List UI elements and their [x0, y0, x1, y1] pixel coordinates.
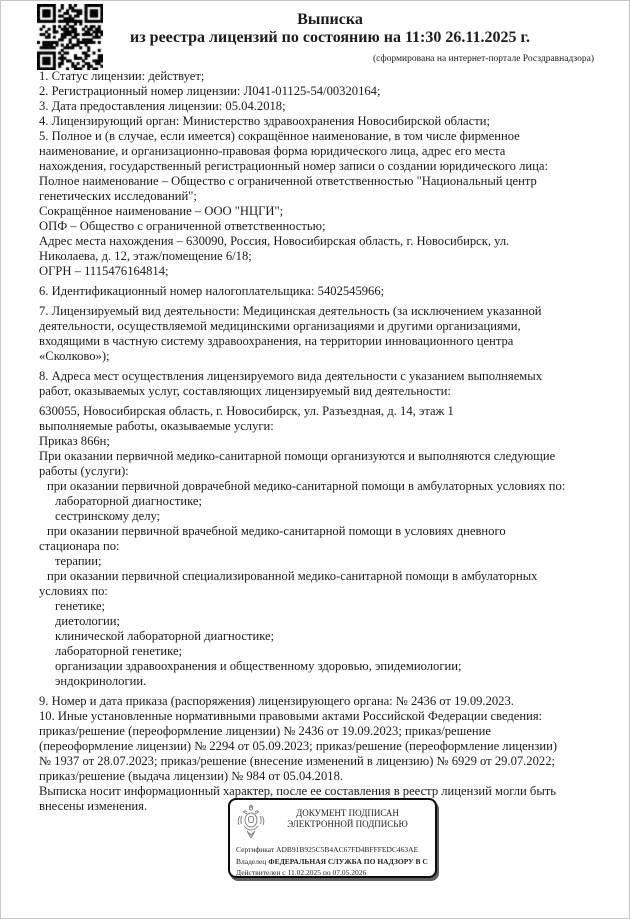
certificate-line: Сертификат ADB91B925C5B4AC67FD4BFFFEDC463AE [236, 845, 419, 854]
document-line: при оказании первичной специализированной медико-санитарной помощи в амбулаторных [47, 569, 538, 583]
document-line: ОПФ – Общество с ограниченной ответственностью; [39, 219, 326, 233]
document-line: терапии; [55, 554, 102, 568]
document-line: Приказ 866н; [39, 434, 110, 448]
portal-note: (сформирована на интернет-портале Росздравнадзора) [373, 54, 594, 64]
document-line: наименование, и организационно-правовая форма юридического лица, адрес его места [39, 144, 506, 158]
document-line: 2. Регистрационный номер лицензии: Л041-01125-54/00320164; [39, 84, 381, 98]
document-line: Сокращённое наименование – ООО "НЦГИ"; [39, 204, 284, 218]
document-line: «Сколково»); [39, 349, 110, 363]
document-header [31, 11, 629, 47]
document-line: работы (услуги): [39, 464, 129, 478]
document-line: 9. Номер и дата приказа (распоряжения) лицензирующего органа: № 2436 от 19.09.2023. [39, 694, 514, 708]
stamp-header [236, 804, 429, 841]
document-line: выполняемые работы, оказываемые услуги: [39, 419, 274, 433]
document-line: Полное наименование – Общество с ограниченной ответственностью "Национальный центр [39, 174, 537, 188]
document-line: лабораторной генетике; [55, 644, 183, 658]
page-title: Выписка [297, 11, 363, 28]
document-line: входящими в частную систему здравоохранения, на территории инновационного центра [39, 334, 514, 348]
owner-line: Владелец ФЕДЕРАЛЬНАЯ СЛУЖБА ПО НАДЗОРУ В С [236, 856, 428, 866]
document-line: ОГРН – 1115476164814; [39, 264, 169, 278]
document-line: 1. Статус лицензии: действует; [39, 69, 205, 83]
document-line: эндокринологии. [55, 674, 147, 688]
document-line: При оказании первичной медико-санитарной помощи организуются и выполняются следующие [39, 449, 556, 463]
document-line: 7. Лицензируемый вид деятельности: Медицинская деятельность (за исключением указанной [39, 304, 542, 318]
document-line: приказ/решение (выдача лицензии) № 984 от 05.04.2018. [39, 769, 344, 783]
document-line: генетике; [55, 599, 106, 613]
stamp-title: ДОКУМЕНТ ПОДПИСАН ЭЛЕКТРОННОЙ ПОДПИСЬЮ [287, 808, 408, 829]
document-line: Николаева, д. 12, этаж/помещение 6/18; [39, 249, 252, 263]
document-line: работ, оказываемых услуг, составляющих лицензируемый вид деятельности: [39, 384, 451, 398]
document-line: внесены изменения. [39, 799, 148, 813]
certificate-value: ADB91B925C5B4AC67FD4BFFFEDC463AE [276, 845, 419, 854]
coat-of-arms-icon [236, 804, 266, 841]
document-line: организации здравоохранения и общественному здоровью, эпидемиологии; [55, 659, 462, 673]
document-line: диетологии; [55, 614, 120, 628]
document-line: при оказании первичной доврачебной медико-санитарной помощи в амбулаторных условиях по: [47, 479, 566, 493]
document-line: при оказании первичной врачебной медико-санитарной помощи в условиях дневного [47, 524, 506, 538]
page-title-line2: из реестра лицензий по состоянию на 11:30 26.11.2025 г. [130, 29, 530, 46]
document-line: 630055, Новосибирская область, г. Новосибирск, ул. Разъездная, д. 14, этаж 1 [39, 404, 454, 418]
document-line: Выписка носит информационный характер, после ее составления в реестр лицензий могли быть [39, 784, 557, 798]
document-line: стационара по: [39, 539, 120, 553]
validity-line: Действителен с 11.02.2025 по 07.05.2026 [236, 868, 367, 877]
document-line: № 1937 от 28.07.2023; приказ/решение (внесение изменений в лицензию) № 6929 от 29.07.2022; [39, 754, 555, 768]
document-body [1, 69, 629, 814]
document-line: 6. Идентификационный номер налогоплательщика: 5402545966; [39, 284, 385, 298]
document-line: 5. Полное и (в случае, если имеется) сокращённое наименование, в том числе фирменное [39, 129, 520, 143]
document-line: условиях по: [39, 584, 108, 598]
document-line: нахождения, государственный регистрационный номер записи о создании юридического лица: [39, 159, 548, 173]
document-line: лабораторной диагностике; [55, 494, 202, 508]
document-line: 10. Иные установленные нормативными правовыми актами Российской Федерации сведения: [39, 709, 543, 723]
document-line: генетических исследований"; [39, 189, 197, 203]
document-line: Адрес места нахождения – 630090, Россия, Новосибирская область, г. Новосибирск, ул. [39, 234, 510, 248]
document-line: приказ/решение (переоформление лицензии) № 2436 от 19.09.2023; приказ/решение [39, 724, 491, 738]
document-line: деятельности, осуществляемой медицинскими организациями и другими организациями, [39, 319, 521, 333]
document-line: клинической лабораторной диагностике; [55, 629, 275, 643]
digital-signature-stamp [228, 798, 437, 878]
document-line: (переоформление лицензии) № 2294 от 05.09.2023; приказ/решение (переоформление лицензии) [39, 739, 558, 753]
document-line: 8. Адреса мест осуществления лицензируемого вида деятельности с указанием выполняемых [39, 369, 543, 383]
document-line: 3. Дата предоставления лицензии: 05.04.2018; [39, 99, 286, 113]
document-line: сестринскому делу; [55, 509, 161, 523]
document-line: 4. Лицензирующий орган: Министерство здравоохранения Новосибирской области; [39, 114, 490, 128]
owner-value: ФЕДЕРАЛЬНАЯ СЛУЖБА ПО НАДЗОРУ В С [268, 856, 428, 866]
